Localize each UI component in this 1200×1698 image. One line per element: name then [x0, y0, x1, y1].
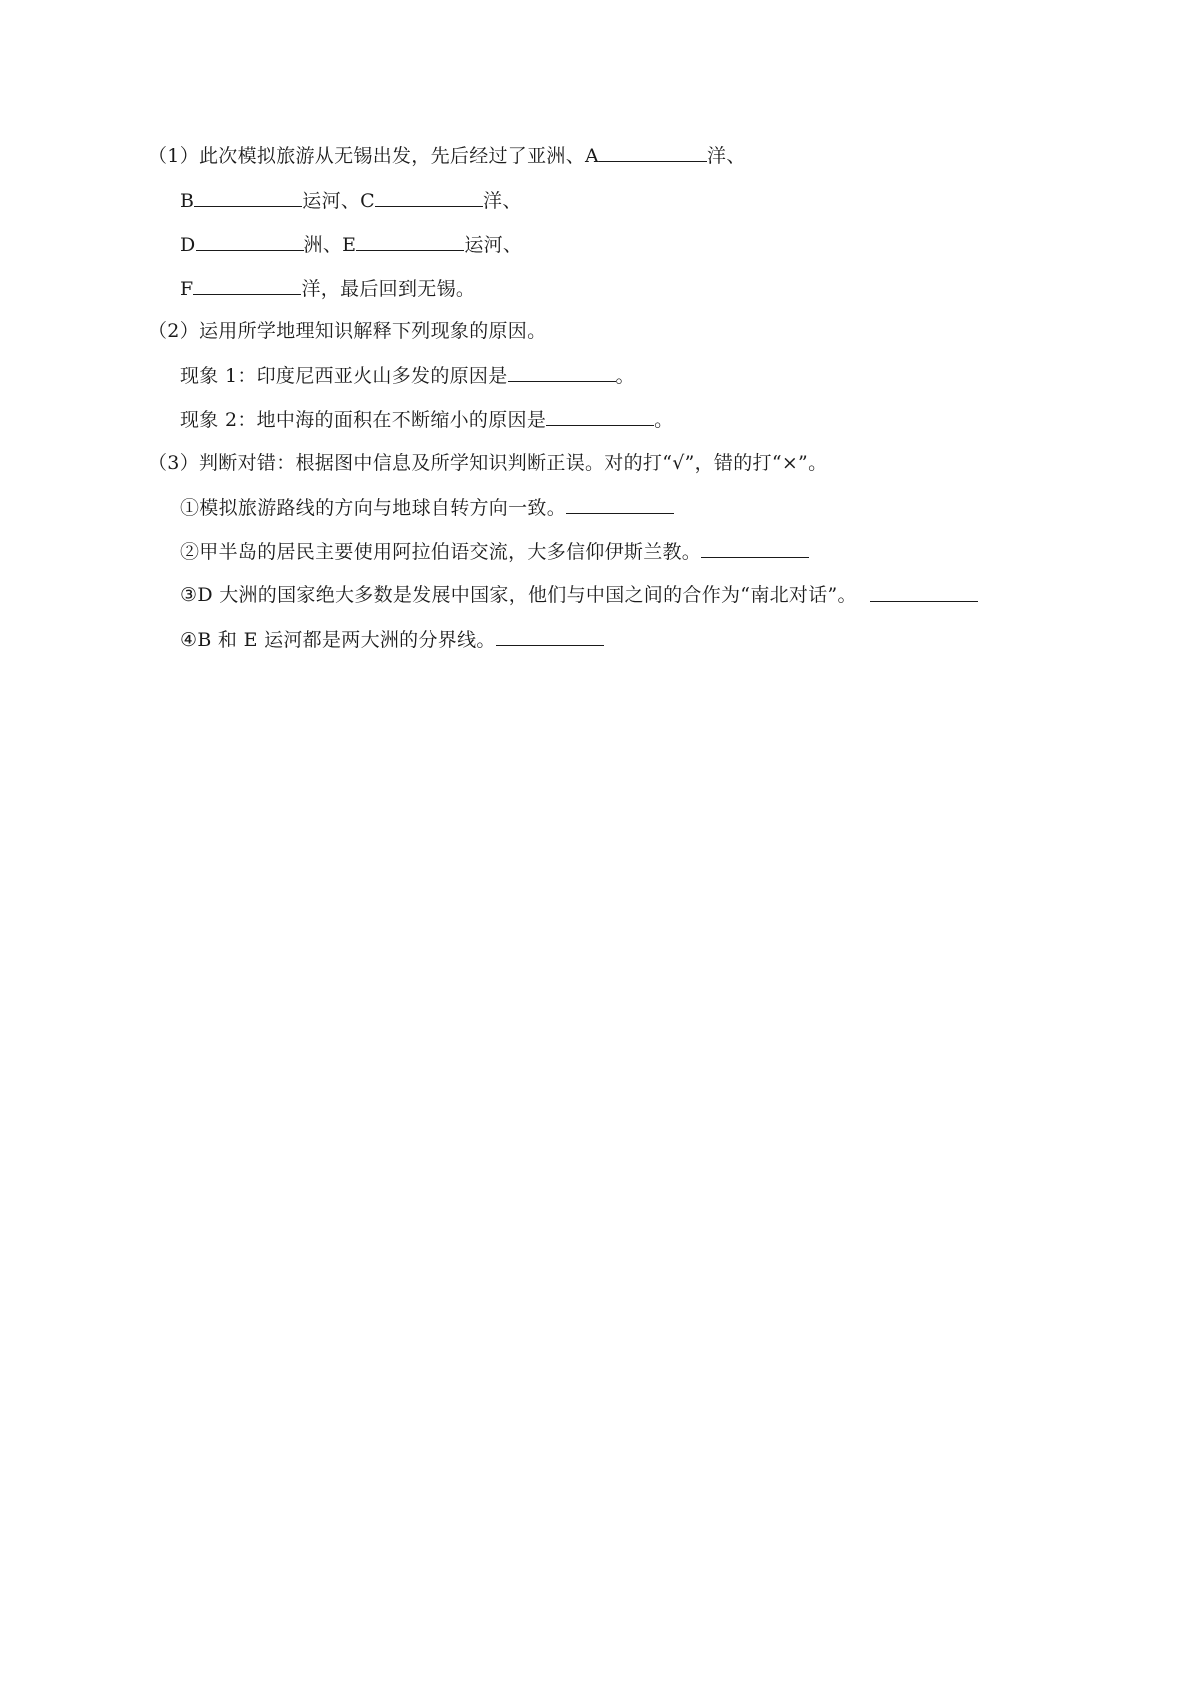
answer-blank-phenomenon-1[interactable] — [508, 363, 616, 382]
q3-item-2-text: ②甲半岛的居民主要使用阿拉伯语交流，大多信仰伊斯兰教。 — [180, 541, 702, 563]
q3-prompt-text: （3）判断对错：根据图中信息及所学知识判断正误。对的打“√”，错的打“×”。 — [148, 452, 828, 474]
q1-after-a: 洋、 — [707, 145, 746, 167]
answer-blank-judge-3[interactable] — [870, 583, 978, 602]
q1-b-label: B — [180, 190, 195, 212]
answer-blank-c[interactable] — [375, 188, 483, 207]
q1-after-f: 洋，最后回到无锡。 — [301, 278, 476, 300]
answer-blank-judge-2[interactable] — [701, 539, 809, 558]
q1-f-label: F — [180, 278, 194, 300]
q2-phenomenon-2-end: 。 — [654, 409, 674, 431]
q2-phenomenon-1-end: 。 — [615, 365, 635, 387]
answer-blank-b[interactable] — [194, 188, 302, 207]
q3-item-1 — [180, 495, 674, 520]
answer-blank-judge-4[interactable] — [496, 627, 604, 646]
q2-prompt — [148, 319, 546, 343]
q3-prompt — [148, 451, 827, 475]
q2-phenomenon-2 — [180, 407, 673, 432]
q3-item-3-text: ③D 大洲的国家绝大多数是发展中国家，他们与中国之间的合作为“南北对话”。 — [180, 584, 857, 606]
answer-blank-phenomenon-2[interactable] — [546, 407, 654, 426]
q2-phenomenon-2-text: 现象 2：地中海的面积在不断缩小的原因是 — [180, 409, 547, 431]
q1-after-e: 运河、 — [464, 234, 523, 256]
q1-prefix: （1）此次模拟旅游从无锡出发，先后经过了亚洲、A — [148, 145, 600, 167]
q2-phenomenon-1-text: 现象 1：印度尼西亚火山多发的原因是 — [180, 365, 508, 387]
q1-after-b: 运河、C — [302, 190, 376, 212]
q1-after-c: 洋、 — [483, 190, 522, 212]
q3-item-4 — [180, 627, 604, 652]
answer-blank-a[interactable] — [599, 143, 707, 162]
q3-item-1-text: ①模拟旅游路线的方向与地球自转方向一致。 — [180, 497, 567, 519]
answer-blank-f[interactable] — [193, 276, 301, 295]
q1-line-4 — [180, 276, 475, 301]
answer-blank-judge-1[interactable] — [566, 495, 674, 514]
answer-blank-e[interactable] — [356, 232, 464, 251]
q2-prompt-text: （2）运用所学地理知识解释下列现象的原因。 — [148, 320, 547, 342]
q3-item-3-blank-wrap — [870, 583, 978, 608]
q2-phenomenon-1 — [180, 363, 635, 388]
q3-item-4-text: ④B 和 E 运河都是两大洲的分界线。 — [180, 629, 496, 651]
q1-line-1 — [148, 143, 746, 168]
q1-line-3 — [180, 232, 522, 257]
q3-item-2 — [180, 539, 809, 564]
q1-line-2 — [180, 188, 522, 213]
q3-item-3 — [180, 583, 857, 607]
answer-blank-d[interactable] — [196, 232, 304, 251]
q1-after-d: 洲、E — [303, 234, 357, 256]
q1-d-label: D — [180, 234, 196, 256]
